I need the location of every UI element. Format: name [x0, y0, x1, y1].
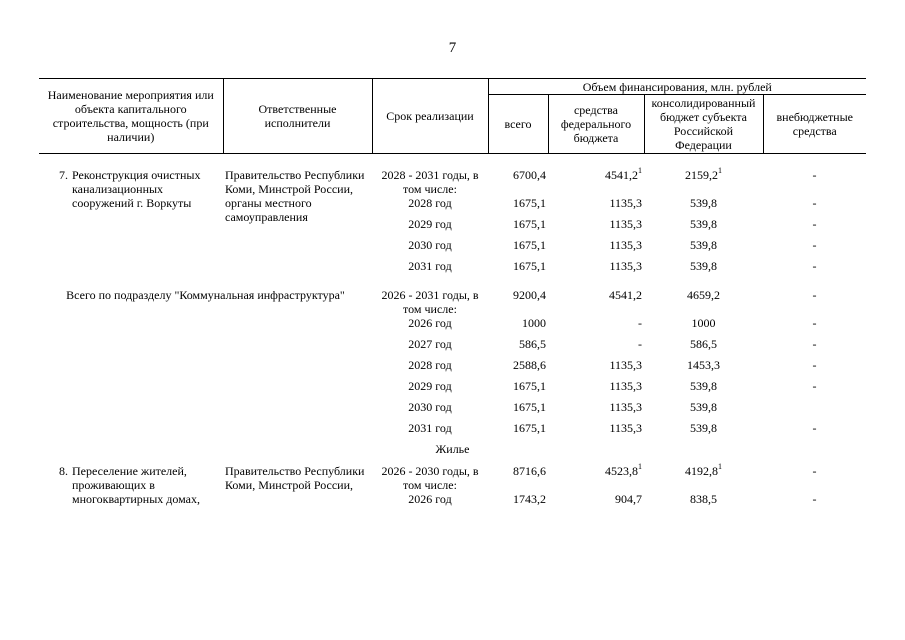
federal-cell-value: 1135,3 — [609, 400, 642, 414]
item-name: Переселение жителей, проживающих в многоквартирных домах, — [72, 464, 201, 506]
consolidated-cell — [644, 492, 763, 513]
federal-cell-value: 1135,3 — [609, 196, 642, 210]
consolidated-cell — [644, 337, 763, 358]
federal-cell — [548, 259, 644, 280]
page-number: 7 — [448, 40, 457, 56]
empty-cell — [39, 421, 372, 442]
consolidated-cell-footnote: 1 — [718, 462, 722, 471]
header-responsible: Ответственные исполнители — [223, 79, 372, 154]
total-cell: 1675,1 — [513, 379, 546, 393]
consolidated-cell — [644, 259, 763, 280]
consolidated-cell — [644, 196, 763, 217]
total-cell: 1675,1 — [513, 217, 546, 231]
consolidated-cell-value: 2159,2 — [685, 168, 718, 182]
federal-cell-value: 1135,3 — [609, 238, 642, 252]
extra-cell: - — [812, 492, 817, 506]
total-cell: 2588,6 — [513, 358, 546, 372]
total-cell: 1000 — [522, 316, 546, 330]
term-cell: 2026 - 2030 годы, в том числе: — [381, 464, 479, 492]
section-row — [39, 442, 866, 464]
consolidated-cell — [644, 379, 763, 400]
federal-cell — [548, 400, 644, 421]
total-cell: 6700,4 — [513, 168, 546, 182]
federal-cell-value: - — [638, 316, 642, 330]
total-cell: 8716,6 — [513, 464, 546, 478]
term-cell: 2029 год — [408, 217, 452, 231]
extra-cell: - — [812, 337, 817, 351]
federal-cell — [548, 196, 644, 217]
federal-cell-footnote: 1 — [638, 462, 642, 471]
table-row — [39, 421, 866, 442]
extra-cell — [763, 400, 866, 421]
consolidated-cell — [644, 400, 763, 421]
table-row — [39, 337, 866, 358]
consolidated-cell — [644, 421, 763, 442]
total-cell: 1675,1 — [513, 238, 546, 252]
subtotal-label: Всего по подразделу "Коммунальная инфраструктура" — [66, 288, 345, 302]
consolidated-cell-value: 539,8 — [690, 421, 717, 435]
federal-cell-value: 1135,3 — [609, 379, 642, 393]
term-cell: 2029 год — [408, 379, 452, 393]
total-cell: 586,5 — [519, 337, 546, 351]
consolidated-cell-value: 539,8 — [690, 196, 717, 210]
header-total: всего — [488, 95, 548, 154]
header-name: Наименование мероприятия или объекта капитального строительства, мощность (при наличии) — [39, 79, 223, 154]
financing-table — [39, 78, 866, 513]
consolidated-cell-value: 4192,8 — [685, 464, 718, 478]
term-cell: 2028 год — [408, 196, 452, 210]
header-financing: Объем финансирования, млн. рублей — [488, 79, 866, 95]
consolidated-cell-value: 539,8 — [690, 259, 717, 273]
table-row — [39, 379, 866, 400]
term-cell: 2030 год — [408, 238, 452, 252]
extra-cell: - — [812, 259, 817, 273]
total-cell: 1675,1 — [513, 421, 546, 435]
extra-cell: - — [812, 358, 817, 372]
federal-cell — [548, 316, 644, 337]
consolidated-cell-value: 1453,3 — [687, 358, 720, 372]
extra-cell: - — [812, 316, 817, 330]
table-row — [39, 400, 866, 421]
empty-cell — [39, 337, 372, 358]
empty-cell — [39, 400, 372, 421]
term-cell: 2031 год — [408, 259, 452, 273]
federal-cell — [548, 217, 644, 238]
header-federal: средства федерального бюджета — [548, 95, 644, 154]
table-row — [39, 168, 866, 196]
consolidated-cell-value: 539,8 — [690, 400, 717, 414]
federal-cell — [548, 379, 644, 400]
extra-cell: - — [812, 288, 817, 302]
header-extra: внебюджетные средства — [763, 95, 866, 154]
section-title: Жилье — [435, 442, 470, 456]
empty-cell — [39, 492, 70, 513]
term-cell: 2026 - 2031 годы, в том числе: — [381, 288, 479, 316]
extra-cell: - — [812, 421, 817, 435]
consolidated-cell-value: 586,5 — [690, 337, 717, 351]
item-name: Реконструкция очистных канализационных сооружений г. Воркуты — [72, 168, 201, 210]
federal-cell — [548, 238, 644, 259]
item-number: 8. — [59, 464, 68, 478]
term-cell: 2030 год — [408, 400, 452, 414]
consolidated-cell — [644, 217, 763, 238]
term-cell: 2026 год — [408, 492, 452, 506]
extra-cell: - — [812, 464, 817, 478]
federal-cell-value: 1135,3 — [609, 217, 642, 231]
federal-cell-value: 4541,2 — [609, 288, 642, 302]
federal-cell — [548, 492, 644, 513]
table-row — [39, 358, 866, 379]
extra-cell: - — [812, 238, 817, 252]
federal-cell-value: 4523,8 — [605, 464, 638, 478]
federal-cell — [548, 288, 644, 316]
table-row — [39, 464, 866, 492]
extra-cell: - — [812, 168, 817, 182]
federal-cell — [548, 337, 644, 358]
total-cell: 1743,2 — [513, 492, 546, 506]
consolidated-cell-value: 4659,2 — [687, 288, 720, 302]
term-cell: 2026 год — [408, 316, 452, 330]
item-responsible: Правительство Республики Коми, Минстрой России, органы местного самоуправления — [225, 168, 365, 224]
federal-cell — [548, 464, 644, 492]
federal-cell-value: 1135,3 — [609, 421, 642, 435]
federal-cell-value: - — [638, 337, 642, 351]
extra-cell: - — [812, 217, 817, 231]
table-row — [39, 316, 866, 337]
header-term: Срок реализации — [372, 79, 488, 154]
term-cell: 2028 - 2031 годы, в том числе: — [381, 168, 479, 196]
federal-cell-value: 904,7 — [615, 492, 642, 506]
federal-cell — [548, 358, 644, 379]
item-number: 7. — [59, 168, 68, 182]
consolidated-cell — [644, 464, 763, 492]
empty-cell — [39, 238, 70, 259]
federal-cell-value: 1135,3 — [609, 259, 642, 273]
extra-cell: - — [812, 379, 817, 393]
empty-cell — [39, 196, 70, 217]
empty-cell — [39, 217, 70, 238]
federal-cell — [548, 421, 644, 442]
table-row — [39, 288, 866, 316]
federal-cell — [548, 168, 644, 196]
federal-cell-footnote: 1 — [638, 166, 642, 175]
empty-cell — [39, 259, 70, 280]
term-cell: 2027 год — [408, 337, 452, 351]
consolidated-cell — [644, 316, 763, 337]
total-cell: 1675,1 — [513, 400, 546, 414]
header-consolidated: консолидированный бюджет субъекта Российской Федерации — [644, 95, 763, 154]
total-cell: 1675,1 — [513, 196, 546, 210]
federal-cell-value: 4541,2 — [605, 168, 638, 182]
empty-cell — [39, 316, 372, 337]
item-responsible: Правительство Республики Коми, Минстрой России, — [225, 464, 365, 492]
consolidated-cell-value: 539,8 — [690, 217, 717, 231]
consolidated-cell — [644, 238, 763, 259]
consolidated-cell-value: 1000 — [691, 316, 716, 330]
total-cell: 1675,1 — [513, 259, 546, 273]
empty-cell — [39, 379, 372, 400]
total-cell: 9200,4 — [513, 288, 546, 302]
extra-cell: - — [812, 196, 817, 210]
consolidated-cell-footnote: 1 — [718, 166, 722, 175]
consolidated-cell — [644, 168, 763, 196]
consolidated-cell-value: 838,5 — [690, 492, 717, 506]
consolidated-cell-value: 539,8 — [690, 379, 717, 393]
consolidated-cell — [644, 358, 763, 379]
consolidated-cell-value: 539,8 — [690, 238, 717, 252]
consolidated-cell — [644, 288, 763, 316]
federal-cell-value: 1135,3 — [609, 358, 642, 372]
empty-cell — [39, 358, 372, 379]
term-cell: 2031 год — [408, 421, 452, 435]
term-cell: 2028 год — [408, 358, 452, 372]
